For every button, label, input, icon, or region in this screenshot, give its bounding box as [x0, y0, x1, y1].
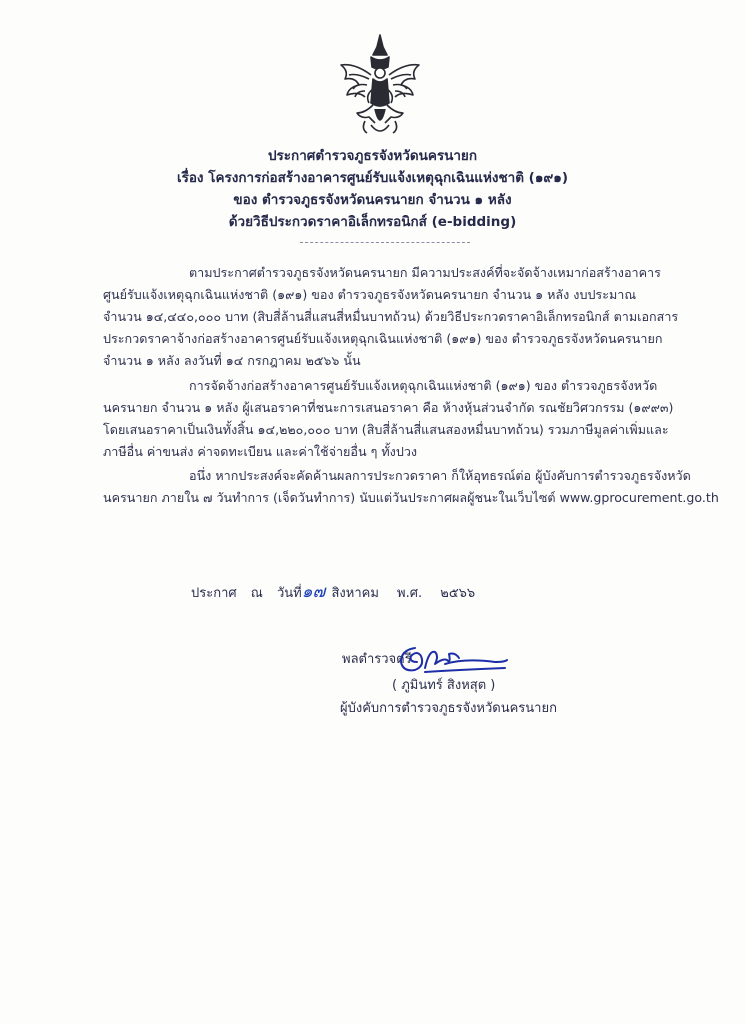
- signatory-rank: พลตำรวจตรี: [342, 652, 412, 667]
- paragraph-line: จำนวน ๑๔,๔๔๐,๐๐๐ บาท (สิบสี่ล้านสี่แสนสี่หมื่นบาทถ้วน) ด้วยวิธีประกวดราคาอิเล็กทรอนิกส์ ตามเอกสาร: [103, 309, 679, 324]
- header-divider: [300, 242, 470, 243]
- paragraph-line: ประกวดราคาจ้างก่อสร้างอาคารศูนย์รับแจ้งเหตุฉุกเฉินแห่งชาติ (๑๙๑) ของ ตำรวจภูธรจังหวัดนครนายก: [103, 331, 663, 346]
- announcement-title: ประกาศตำรวจภูธรจังหวัดนครนายก: [267, 148, 478, 164]
- paragraph-3: [103, 465, 719, 509]
- announcement-date: [191, 578, 485, 605]
- announcement-of: ของ ตำรวจภูธรจังหวัดนครนายก จำนวน ๑ หลัง: [233, 192, 512, 208]
- announcement-header: [0, 145, 745, 233]
- paragraph-line: ศูนย์รับแจ้งเหตุฉุกเฉินแห่งชาติ (๑๙๑) ของ ตำรวจภูธรจังหวัดนครนายก จำนวน ๑ หลัง งบประมาณ: [103, 287, 637, 302]
- paragraph-2: [103, 375, 673, 463]
- date-month: สิงหาคม: [331, 586, 379, 601]
- paragraph-line: ตามประกาศตำรวจภูธรจังหวัดนครนายก มีความประสงค์ที่จะจัดจ้างเหมาก่อสร้างอาคาร: [189, 265, 661, 280]
- date-era: พ.ศ.: [397, 586, 423, 601]
- announcement-method: ด้วยวิธีประกวดราคาอิเล็กทรอนิกส์ (e-bidding): [228, 214, 517, 230]
- date-day-label: วันที่: [276, 586, 302, 601]
- paragraph-line: อนึ่ง หากประสงค์จะคัดค้านผลการประกวดราคา ก็ให้อุทธรณ์ต่อ ผู้บังคับการตำรวจภูธรจังหวัด: [189, 468, 691, 483]
- date-announced-label: ประกาศ: [191, 586, 237, 601]
- paragraph-line: ภาษีอื่น ค่าขนส่ง ค่าจดทะเบียน และค่าใช้จ่ายอื่น ๆ ทั้งปวง: [103, 444, 418, 459]
- date-year: ๒๕๖๖: [440, 586, 476, 601]
- signatory-name: ( ภูมินทร์ สิงหสุต ): [392, 678, 496, 693]
- date-at-label: ณ: [250, 586, 263, 601]
- garuda-emblem: [335, 33, 425, 139]
- announcement-subject: เรื่อง โครงการก่อสร้างอาคารศูนย์รับแจ้งเหตุฉุกเฉินแห่งชาติ (๑๙๑): [176, 170, 569, 186]
- handwritten-day: ๑๗: [301, 582, 326, 602]
- paragraph-line: นครนายก จำนวน ๑ หลัง ผู้เสนอราคาที่ชนะการเสนอราคา คือ ห้างหุ้นส่วนจำกัด รณชัยวิศวกรรม (๑๙๙๓): [103, 400, 674, 415]
- paragraph-line: การจัดจ้างก่อสร้างอาคารศูนย์รับแจ้งเหตุฉุกเฉินแห่งชาติ (๑๙๑) ของ ตำรวจภูธรจังหวัด: [189, 378, 658, 393]
- paragraph-line: โดยเสนอราคาเป็นเงินทั้งสิ้น ๑๔,๒๒๐,๐๐๐ บาท (สิบสี่ล้านสี่แสนสองหมื่นบาทถ้วน) รวมภาษีมูลค่าเพิ่มและ: [103, 422, 669, 437]
- paragraph-line: นครนายก ภายใน ๗ วันทำการ (เจ็ดวันทำการ) นับแต่วันประกาศผลผู้ชนะในเว็บไซต์ www.gprocurement.go.th: [103, 490, 719, 505]
- paragraph-line: จำนวน ๑ หลัง ลงวันที่ ๑๔ กรกฎาคม ๒๕๖๖ นั้น: [103, 353, 361, 368]
- paragraph-1: [103, 262, 678, 372]
- signatory-title: ผู้บังคับการตำรวจภูธรจังหวัดนครนายก: [340, 701, 557, 716]
